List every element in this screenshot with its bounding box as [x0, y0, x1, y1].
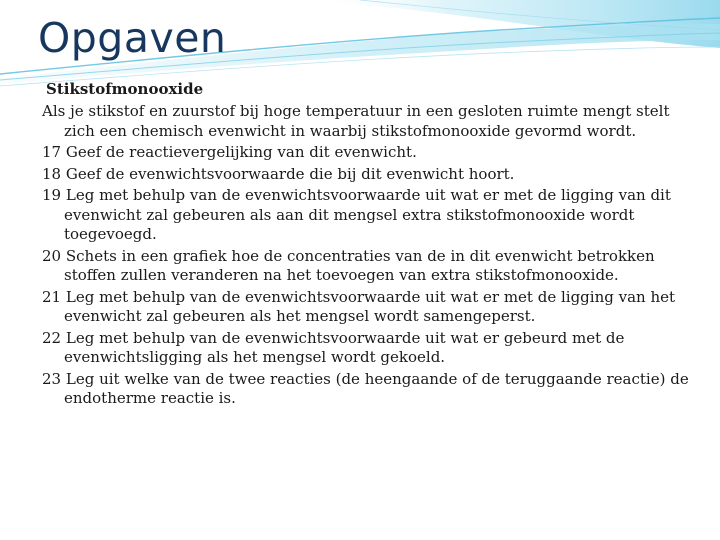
question-18: 18 Geef de evenwichtsvoorwaarde die bij dit evenwicht hoort. [42, 164, 515, 183]
slide-subtitle: Stikstofmonooxide [46, 80, 204, 98]
slide-body [42, 76, 692, 409]
question-22: 22 Leg met behulp van de evenwichtsvoorwaarde uit wat er gebeurd met de evenwichtsligging als het mengsel wordt gekoeld. [42, 328, 625, 366]
question-21: 21 Leg met behulp van de evenwichtsvoorwaarde uit wat er met de ligging van het evenwicht zal gebeuren als het mengsel wordt samengeperst. [42, 287, 676, 325]
question-17: 17 Geef de reactievergelijking van dit evenwicht. [42, 143, 417, 161]
question-23: 23 Leg uit welke van de twee reacties (de heengaande of de teruggaande reactie) de endotherme reactie is. [42, 369, 689, 407]
intro-paragraph: Als je stikstof en zuurstof bij hoge temperatuur in een gesloten ruimte mengt stelt zich een chemisch evenwicht in waarbij stikstofmonooxide gevormd wordt. [42, 102, 670, 140]
question-20: 20 Schets in een grafiek hoe de concentraties van de in dit evenwicht betrokken stoffen zullen veranderen na het toevoegen van extra stikstofmonooxide. [42, 246, 655, 284]
slide-title: Opgaven [38, 14, 227, 62]
question-19: 19 Leg met behulp van de evenwichtsvoorwaarde uit wat er met de ligging van dit evenwicht zal gebeuren als aan dit mengsel extra stikstofmonooxide wordt toegevoegd. [42, 186, 671, 243]
